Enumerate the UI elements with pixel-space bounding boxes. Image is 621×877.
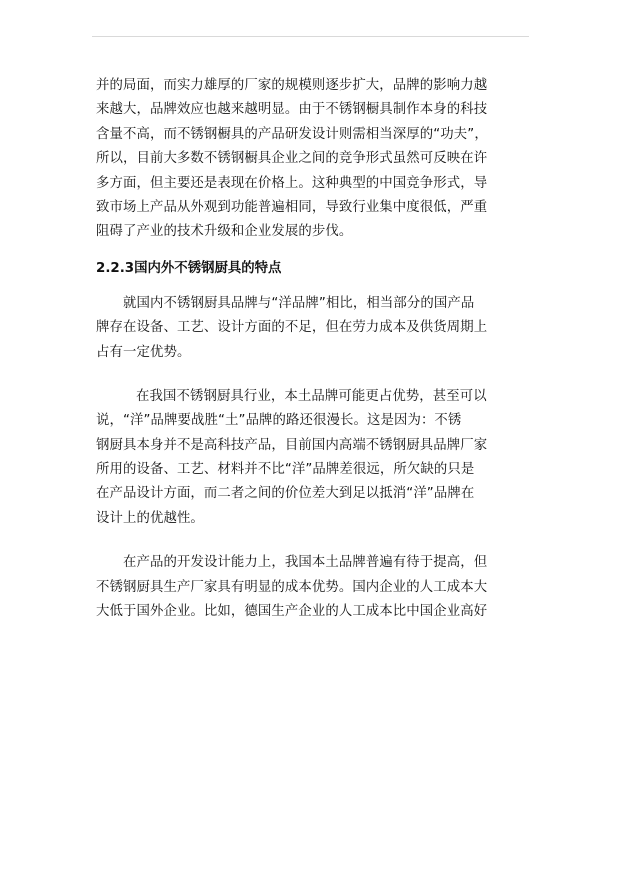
paragraph-2 (96, 292, 528, 365)
text-line: 在产品设计方面，而二者之间的价位差大到足以抵消“洋”品牌在 (96, 486, 475, 502)
text-line: 致市场上产品从外观到功能普遍相同，导致行业集中度很低，严重 (96, 199, 488, 215)
spacer (96, 365, 528, 385)
text-line: 并的局面，而实力雄厚的厂家的规模则逐步扩大，品牌的影响力越 (96, 78, 488, 93)
text-line: 所以，目前大多数不锈钢橱具企业之间的竞争形式虽然可反映在许 (96, 151, 488, 167)
section-heading: 2.2.3国内外不锈钢厨具的特点 (96, 260, 282, 276)
spacer (96, 279, 528, 292)
text-line: 不锈钢厨具生产厂家具有明显的成本优势。国内企业的人工成本大 (96, 579, 488, 595)
text-line: 在我国不锈钢厨具行业，本土品牌可能更占优势，甚至可以 (136, 388, 487, 404)
text-line: 牌存在设备、工艺、设计方面的不足，但在劳力成本及供货周期上 (96, 320, 488, 336)
paragraph-1 (96, 74, 528, 245)
text-line: 多方面，但主要还是表现在价格上。这种典型的中国竞争形式，导 (96, 175, 488, 191)
paragraph-4 (96, 551, 528, 624)
text-line: 所用的设备、工艺、材料并不比“洋”品牌差很远，所欠缺的只是 (96, 462, 475, 478)
text-line: 阻碍了产业的技术升级和企业发展的步伐。 (96, 224, 353, 240)
text-line: 占有一定优势。 (96, 344, 191, 360)
text-line: 在产品的开发设计能力上，我国本土品牌普遍有待于提高，但 (123, 555, 488, 571)
header-rule (92, 36, 529, 37)
spacer (96, 245, 528, 259)
text-line: 就国内不锈钢厨具品牌与“洋品牌”相比，相当部分的国产品 (123, 295, 475, 311)
text-line: 设计上的优越性。 (96, 510, 204, 526)
text-line: 大低于国外企业。比如，德国生产企业的人工成本比中国企业高好 (96, 604, 488, 620)
paragraph-3 (96, 385, 528, 531)
spacer (96, 531, 528, 551)
text-line: 来越大，品牌效应也越来越明显。由于不锈钢橱具制作本身的科技 (96, 102, 488, 118)
text-line: 钢厨具本身并不是高科技产品，目前国内高端不锈钢厨具品牌厂家 (96, 437, 488, 453)
text-line: 说，“洋”品牌要战胜“土”品牌的路还很漫长。这是因为：不锈 (96, 413, 462, 429)
document-body (96, 74, 528, 624)
text-line: 含量不高，而不锈钢橱具的产品研发设计则需相当深厚的“功夫”， (96, 126, 488, 142)
